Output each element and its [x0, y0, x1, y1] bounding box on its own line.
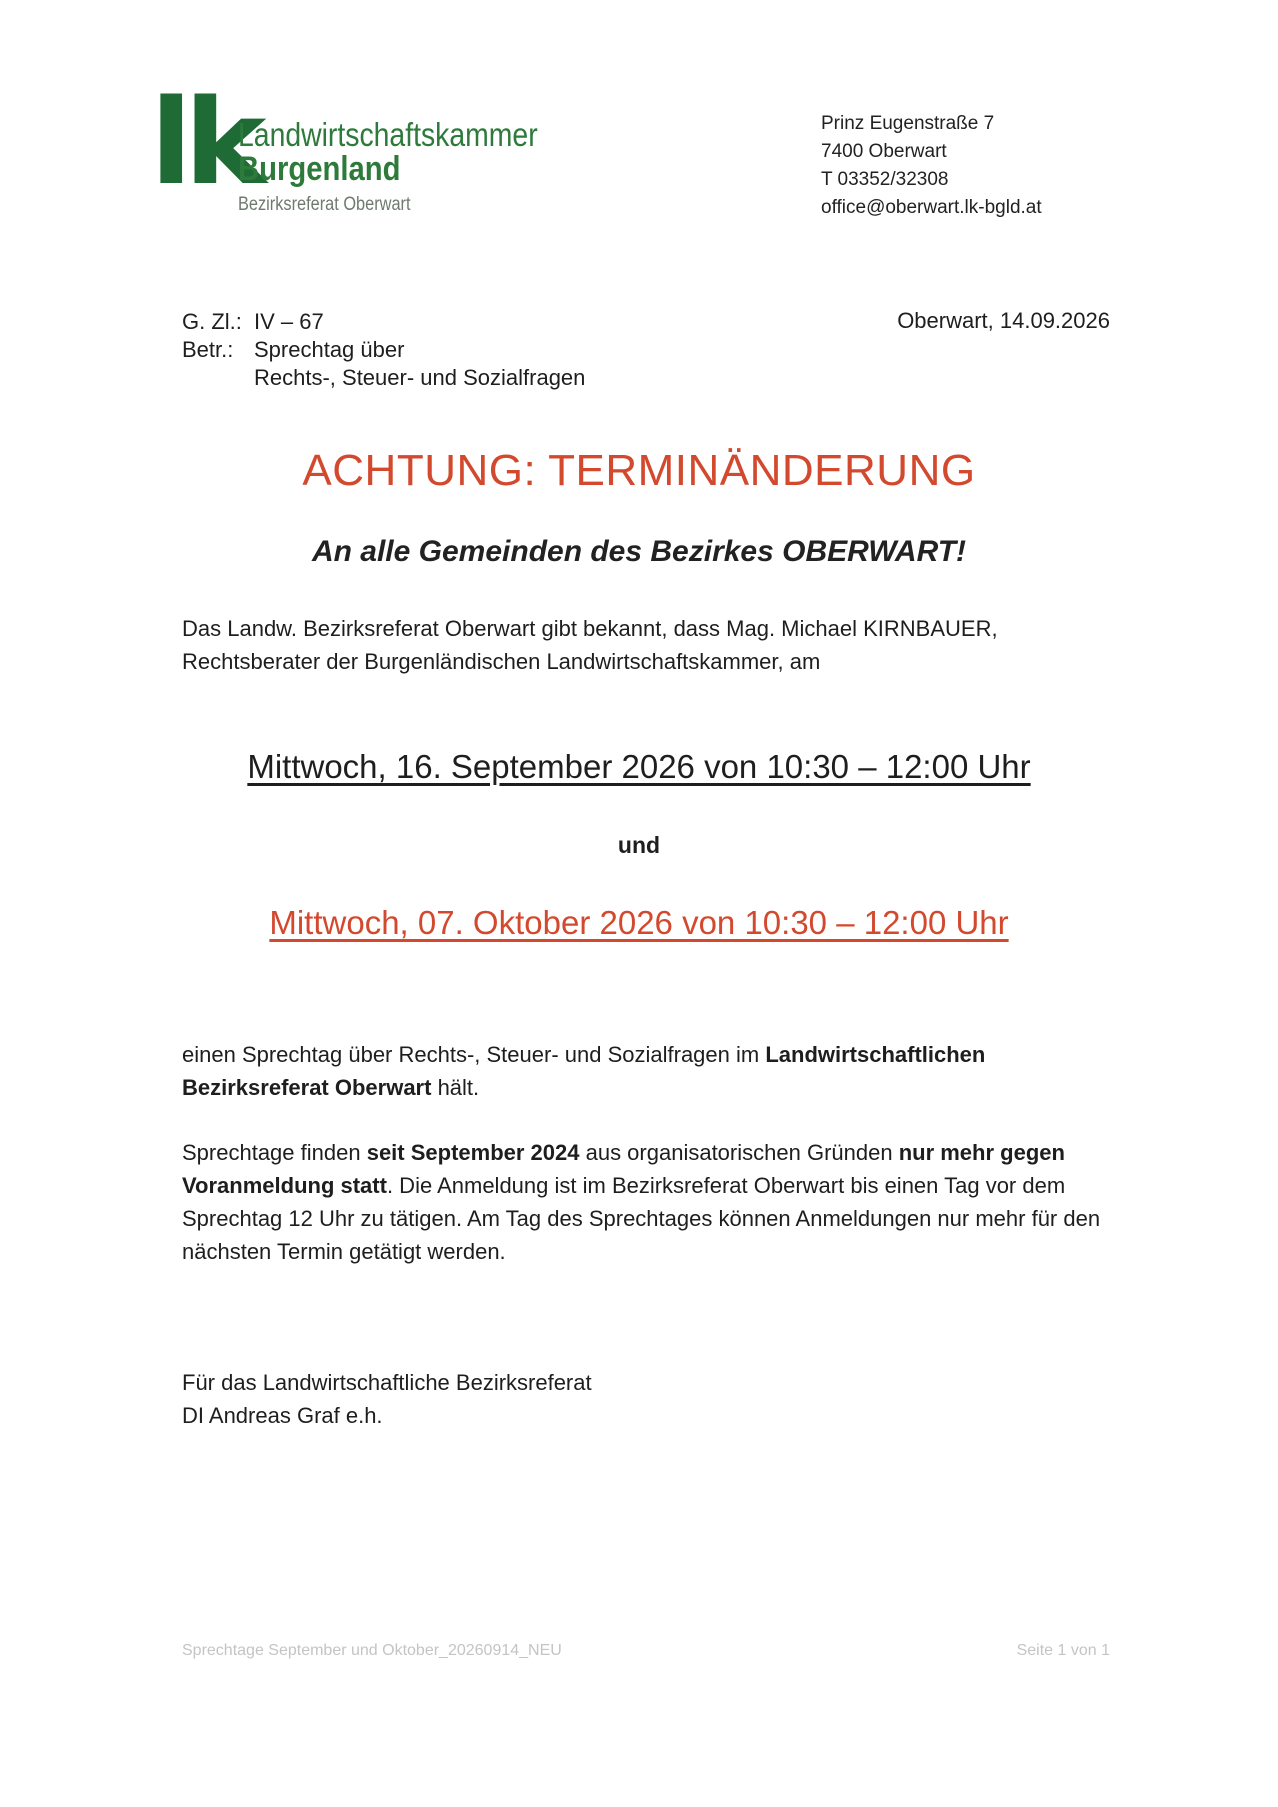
- address-email: office@oberwart.lk-bgld.at: [821, 197, 1042, 218]
- reference-block: [182, 308, 585, 392]
- intro-line2: Rechtsberater der Burgenländischen Landwirtschaftskammer, am: [182, 649, 821, 674]
- body1-text: einen Sprechtag über Rechts-, Steuer- und Sozialfragen im: [182, 1042, 766, 1067]
- intro-paragraph: [182, 612, 1112, 678]
- gzl-label: G. Zl.:: [182, 309, 242, 334]
- body-paragraph-2: [182, 1136, 1112, 1268]
- sender-address: [821, 110, 1042, 222]
- logo-department: Bezirksreferat Oberwart: [238, 194, 411, 215]
- address-phone: T 03352/32308: [821, 169, 949, 190]
- footer-filename: Sprechtage September und Oktober_20260914_NEU: [182, 1642, 562, 1659]
- logo-mark: lk: [150, 73, 259, 211]
- address-street: Prinz Eugenstraße 7: [821, 113, 995, 134]
- headline: ACHTUNG: TERMINÄNDERUNG: [302, 446, 976, 495]
- body2-bold2: nur mehr gegen Voranmeldung statt: [182, 1140, 1065, 1198]
- appointment-1: Mittwoch, 16. September 2026 von 10:30 – 12:00 Uhr: [247, 748, 1031, 785]
- betr-line2: Rechts-, Steuer- und Sozialfragen: [254, 365, 586, 390]
- signature-line1: Für das Landwirtschaftliche Bezirksreferat: [182, 1370, 592, 1395]
- place-date: Oberwart, 14.09.2026: [897, 308, 1110, 333]
- body1-bold: Landwirtschaftlichen Bezirksreferat Oberwart: [182, 1042, 986, 1100]
- body2-bold1: seit September 2024: [366, 1140, 580, 1165]
- footer-page-number: Seite 1 von 1: [1016, 1642, 1110, 1659]
- body2-text3: . Die Anmeldung ist im Bezirksreferat Oberwart bis einen Tag vor dem Sprechtag 12 Uhr zu tätigen. Am Tag des Sprechtages können Anmeldungen nur mehr für den nächsten Termin getätigt werden.: [182, 1173, 1101, 1264]
- logo: [150, 73, 550, 222]
- gzl-value: IV – 67: [254, 309, 324, 334]
- betr-line1: Sprechtag über: [254, 337, 405, 362]
- betr-label: Betr.:: [182, 337, 234, 362]
- logo-organization-name: Landwirtschaftskammer: [238, 116, 538, 153]
- body-paragraph-1: [182, 1038, 1112, 1104]
- appointment-2: Mittwoch, 07. Oktober 2026 von 10:30 – 12:00 Uhr: [269, 904, 1009, 941]
- body1-end: hält.: [431, 1075, 480, 1100]
- address-city: 7400 Oberwart: [821, 141, 947, 162]
- logo-region-name: Burgenland: [238, 150, 401, 188]
- intro-line1: Das Landw. Bezirksreferat Oberwart gibt bekannt, dass Mag. Michael KIRNBAUER,: [182, 616, 998, 641]
- body2-text2: aus organisatorischen Gründen: [579, 1140, 899, 1165]
- signature-line2: DI Andreas Graf e.h.: [182, 1403, 383, 1428]
- connector-text: und: [617, 832, 661, 858]
- body2-text1: Sprechtage finden: [182, 1140, 367, 1165]
- signature-block: [182, 1366, 592, 1432]
- subheadline: An alle Gemeinden des Bezirkes OBERWART!: [311, 535, 967, 568]
